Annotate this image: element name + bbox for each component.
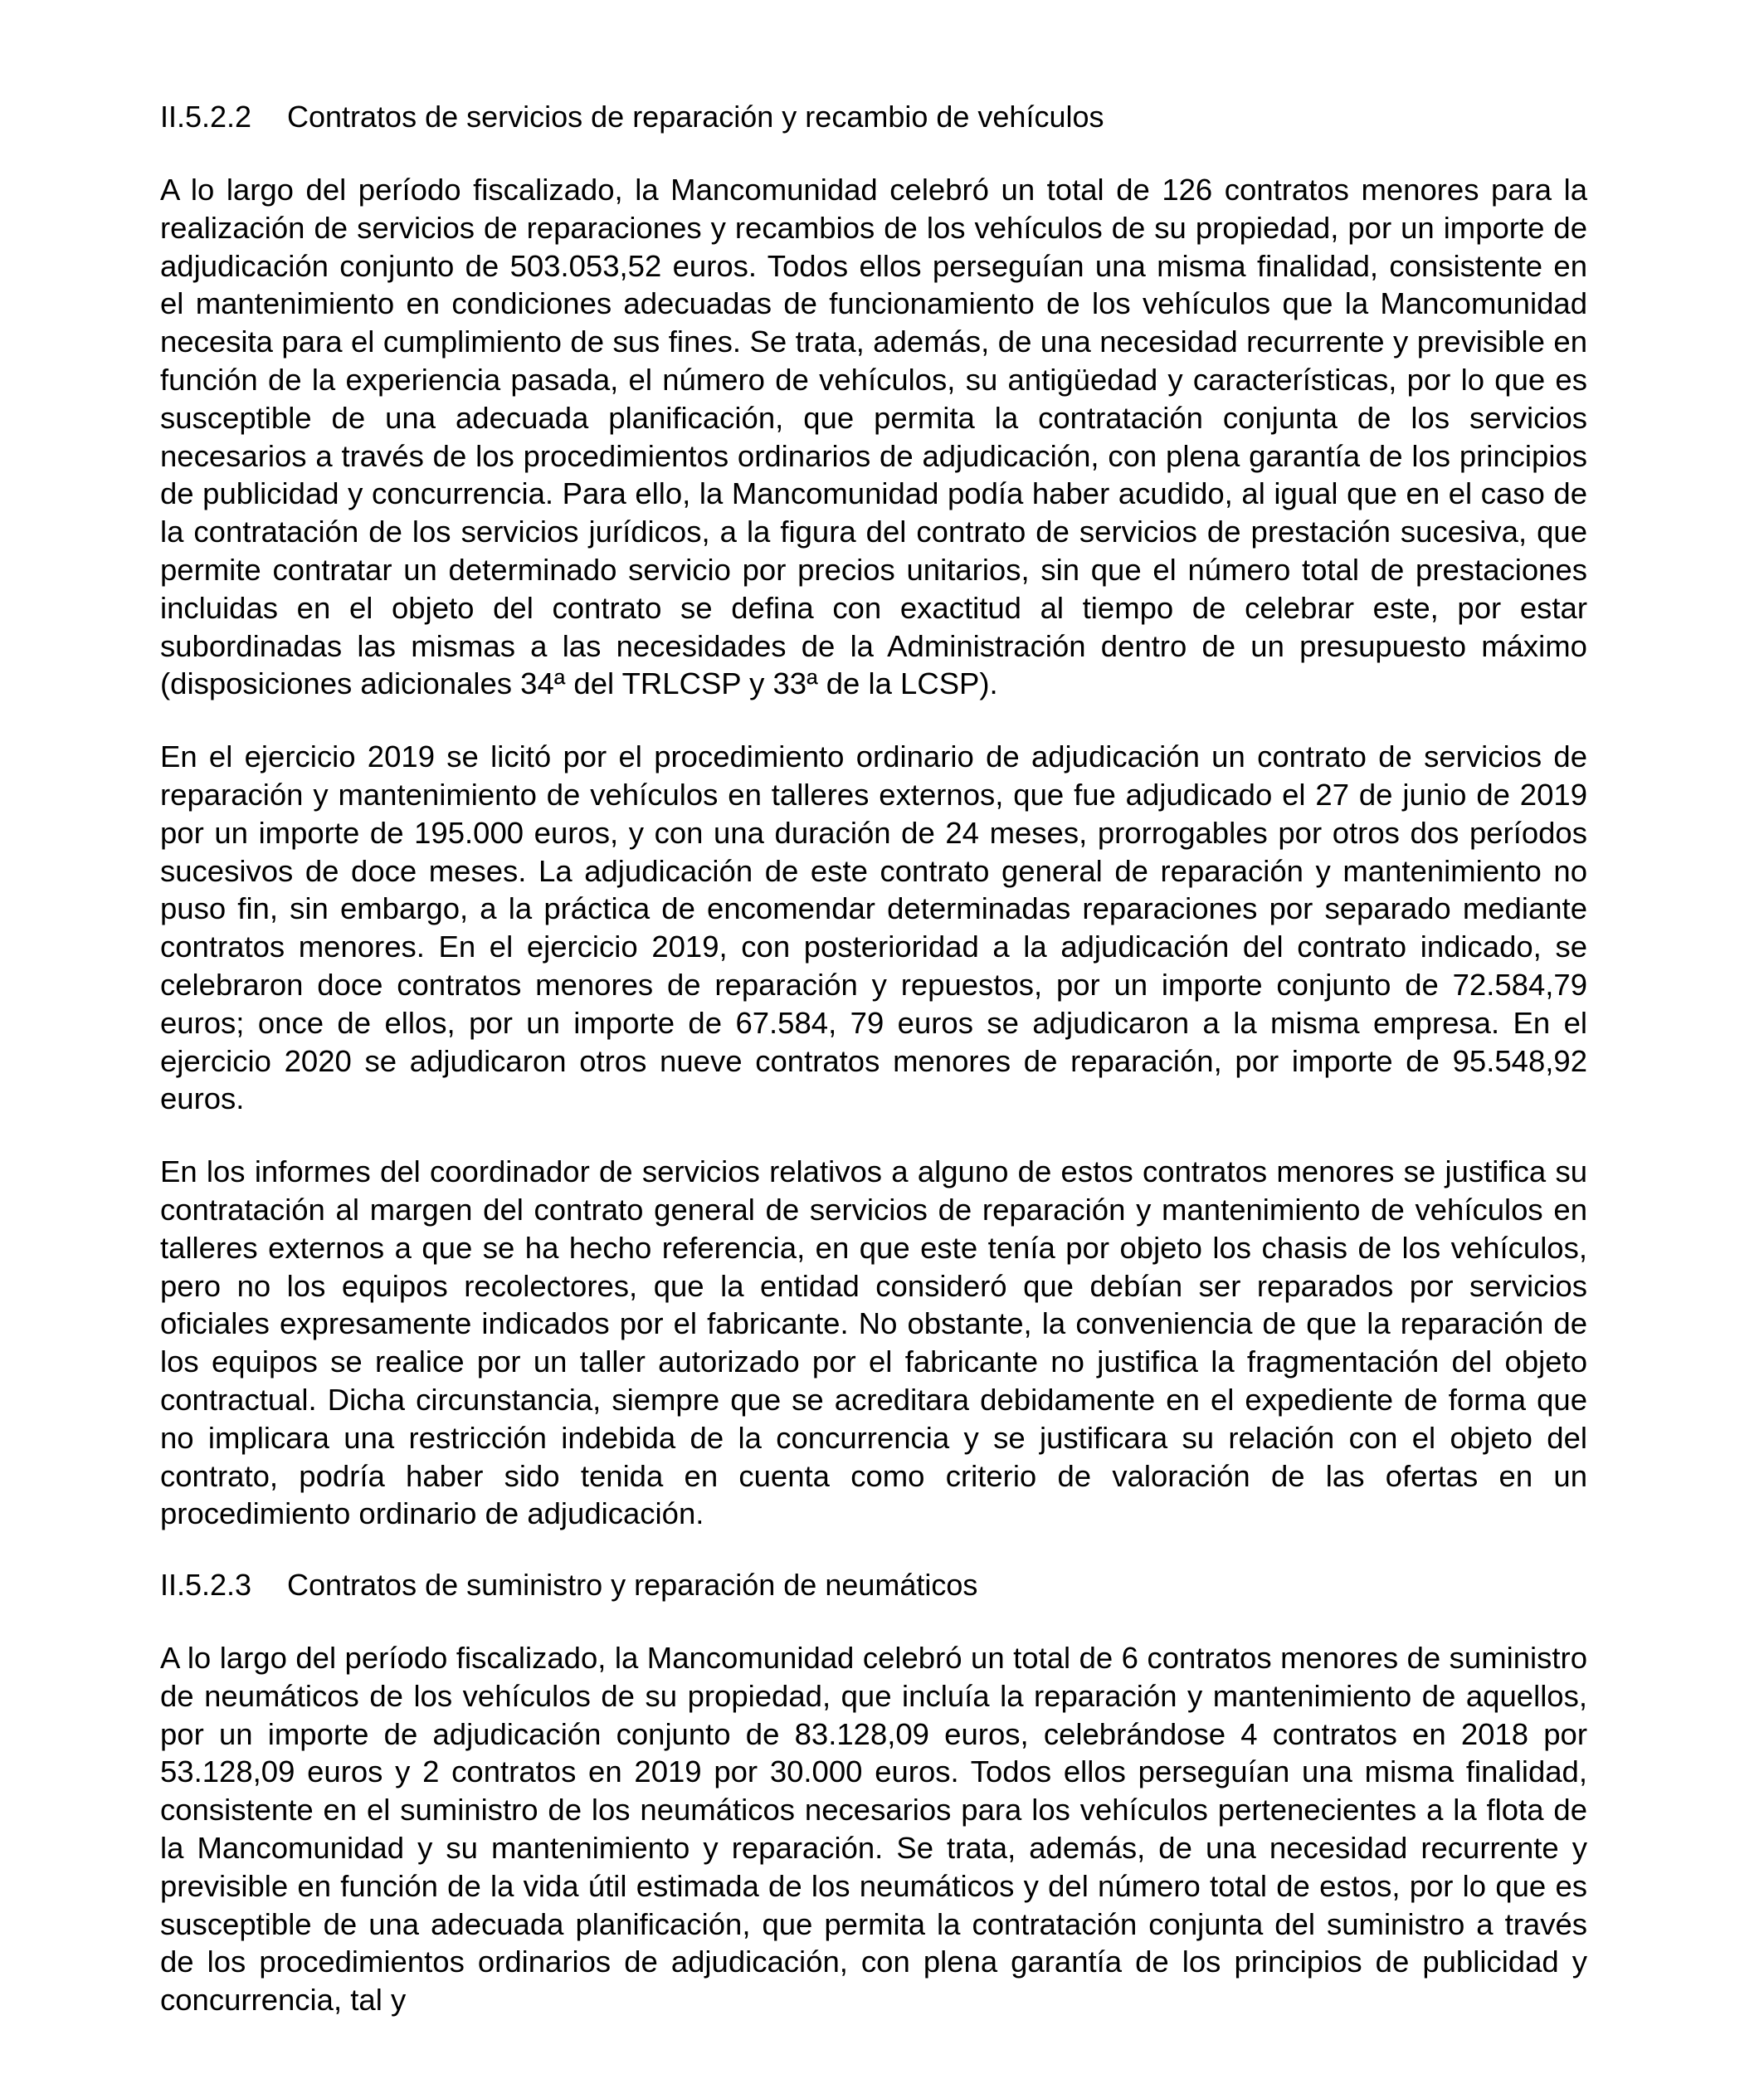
- section-title: Contratos de suministro y reparación de neumáticos: [287, 1568, 978, 1603]
- section-title: Contratos de servicios de reparación y recambio de vehículos: [287, 100, 1104, 134]
- paragraph: A lo largo del período fiscalizado, la Mancomunidad celebró un total de 126 contratos menores para la realización de servicios de reparaciones y recambios de los vehículos de su propiedad, por un importe de adjudicación conjunto de 503.053,52 euros. Todos ellos perseguían una misma finalidad, consistente en el mantenimiento en condiciones adecuadas de funcionamiento de los vehículos que la Mancomunidad necesita para el cumplimiento de sus fines. Se trata, además, de una necesidad recurrente y previsible en función de la experiencia pasada, el número de vehículos, su antigüedad y características, por lo que es susceptible de una adecuada planificación, que permita la contratación conjunta de los servicios necesarios a través de los procedimientos ordinarios de adjudicación, con plena garantía de los principios de publicidad y concurrencia. Para ello, la Mancomunidad podía haber acudido, al igual que en el caso de la contratación de los servicios jurídicos, a la figura del contrato de servicios de prestación sucesiva, que permite contratar un determinado servicio por precios unitarios, sin que el número total de prestaciones incluidas en el objeto del contrato se defina con exactitud al tiempo de celebrar este, por estar subordinadas las mismas a las necesidades de la Administración dentro de un presupuesto máximo (disposiciones adicionales 34ª del TRLCSP y 33ª de la LCSP).: [160, 173, 1587, 701]
- section-heading: [160, 1566, 1587, 1604]
- paragraph: En los informes del coordinador de servicios relativos a alguno de estos contratos menores se justifica su contratación al margen del contrato general de servicios de reparación y mantenimiento de vehículos en talleres externos a que se ha hecho referencia, en que este tenía por objeto los chasis de los vehículos, pero no los equipos recolectores, que la entidad consideró que debían ser reparados por servicios oficiales expresamente indicados por el fabricante. No obstante, la conveniencia de que la reparación de los equipos se realice por un taller autorizado por el fabricante no justifica la fragmentación del objeto contractual. Dicha circunstancia, siempre que se acreditara debidamente en el expediente de forma que no implicara una restricción indebida de la concurrencia y se justificara su relación con el objeto del contrato, podría haber sido tenida en cuenta como criterio de valoración de las ofertas en un procedimiento ordinario de adjudicación.: [160, 1154, 1587, 1531]
- paragraph: A lo largo del período fiscalizado, la Mancomunidad celebró un total de 6 contratos menores de suministro de neumáticos de los vehículos de su propiedad, que incluía la reparación y mantenimiento de aquellos, por un importe de adjudicación conjunto de 83.128,09 euros, celebrándose 4 contratos en 2018 por 53.128,09 euros y 2 contratos en 2019 por 30.000 euros. Todos ellos perseguían una misma finalidad, consistente en el suministro de los neumáticos necesarios para los vehículos pertenecientes a la flota de la Mancomunidad y su mantenimiento y reparación. Se trata, además, de una necesidad recurrente y previsible en función de la vida útil estimada de los neumáticos y del número total de estos, por lo que es susceptible de una adecuada planificación, que permita la contratación conjunta del suministro a través de los procedimientos ordinarios de adjudicación, con plena garantía de los principios de publicidad y concurrencia, tal y: [160, 1641, 1587, 2018]
- section-number: II.5.2.3: [160, 1568, 252, 1603]
- section-heading: [160, 98, 1587, 136]
- section-number: II.5.2.2: [160, 100, 252, 134]
- document-page: [160, 98, 1587, 2054]
- paragraph: En el ejercicio 2019 se licitó por el procedimiento ordinario de adjudicación un contrato de servicios de reparación y mantenimiento de vehículos en talleres externos, que fue adjudicado el 27 de junio de 2019 por un importe de 195.000 euros, y con una duración de 24 meses, prorrogables por otros dos períodos sucesivos de doce meses. La adjudicación de este contrato general de reparación y mantenimiento no puso fin, sin embargo, a la práctica de encomendar determinadas reparaciones por separado mediante contratos menores. En el ejercicio 2019, con posterioridad a la adjudicación del contrato indicado, se celebraron doce contratos menores de reparación y repuestos, por un importe conjunto de 72.584,79 euros; once de ellos, por un importe de 67.584, 79 euros se adjudicaron a la misma empresa. En el ejercicio 2020 se adjudicaron otros nueve contratos menores de reparación, por importe de 95.548,92 euros.: [160, 739, 1587, 1116]
